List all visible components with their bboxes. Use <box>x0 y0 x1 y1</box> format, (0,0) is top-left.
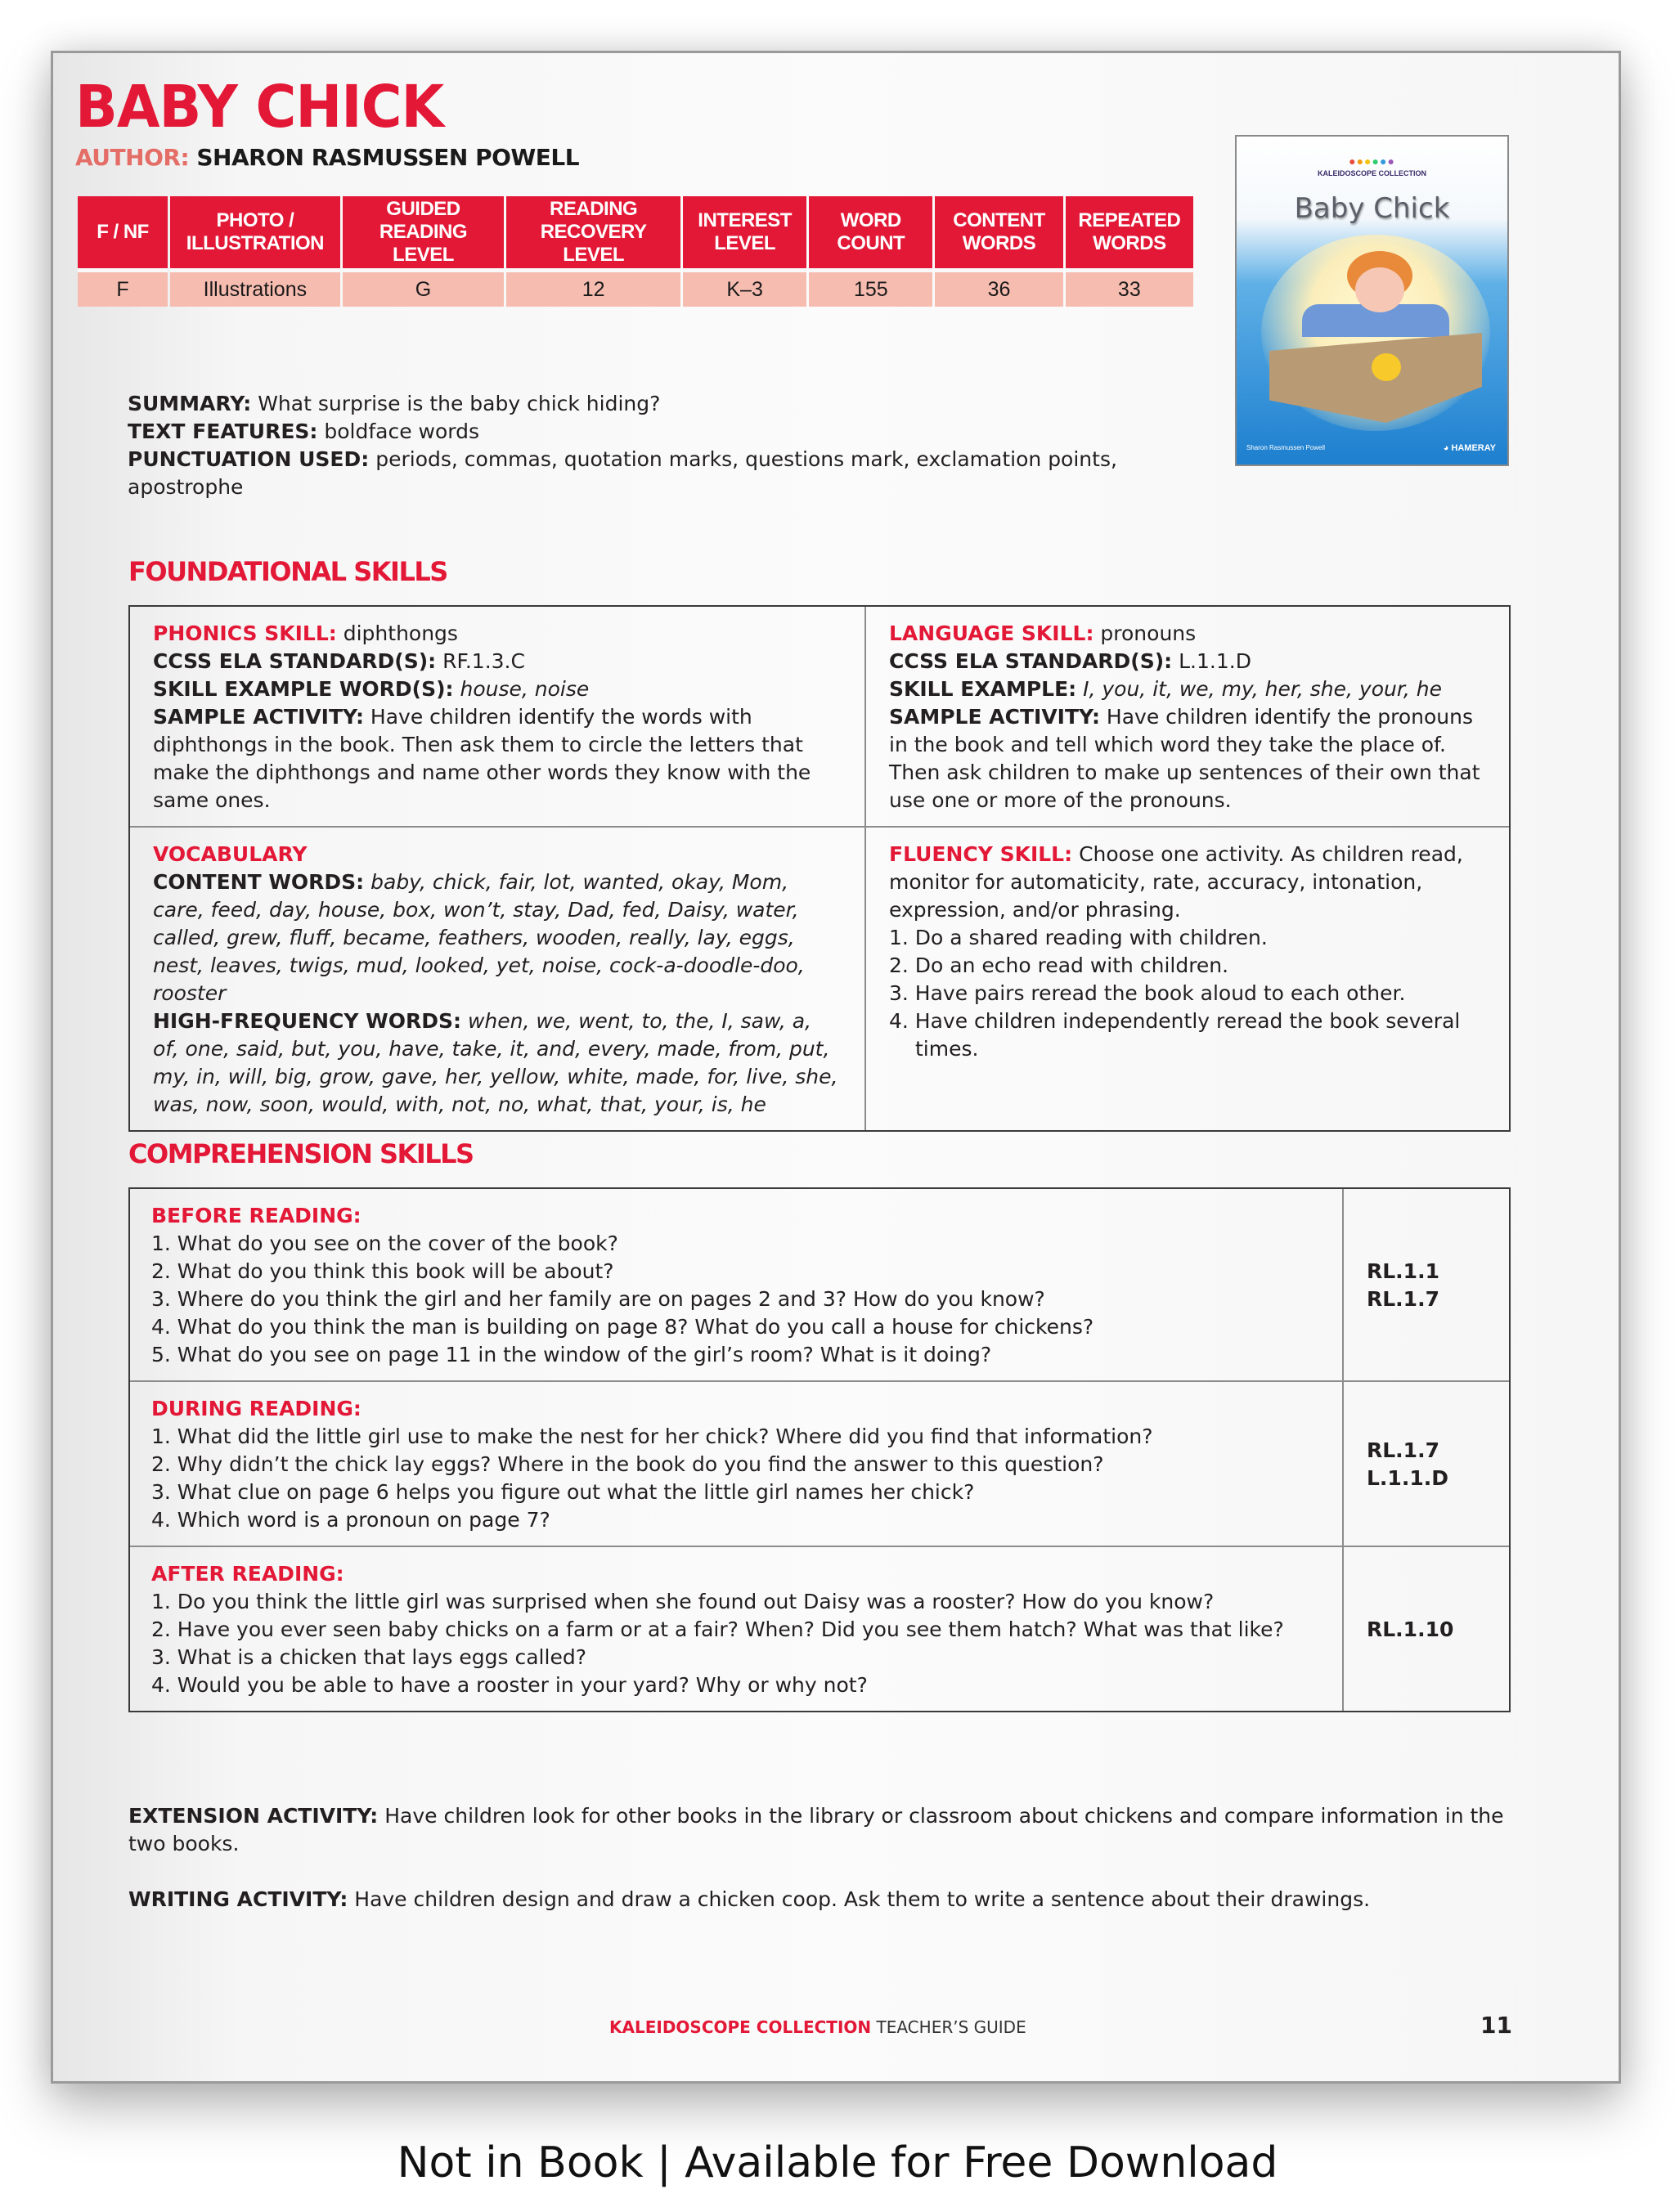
question-item: 2. Why didn’t the chick lay eggs? Where in the book do you find the answer to this question? <box>151 1452 1104 1476</box>
footer-brand: KALEIDOSCOPE COLLECTION <box>609 2017 872 2037</box>
foundational-row <box>130 826 1509 1130</box>
question-list <box>151 1230 1319 1369</box>
book-stats-table <box>75 196 1196 307</box>
fluency-item: 2. Do an echo read with children. <box>889 953 1229 977</box>
punctuation-line <box>128 446 1191 501</box>
publisher-bird-icon: ◕ <box>1443 443 1452 453</box>
extension-label: EXTENSION ACTIVITY: <box>128 1804 379 1828</box>
comprehension-skills-heading: COMPREHENSION SKILLS <box>128 1138 474 1169</box>
stats-header-cell: PHOTO / ILLUSTRATION <box>170 196 340 268</box>
foundational-skills-table <box>128 605 1511 1132</box>
phonics-example: house, noise <box>460 677 590 701</box>
extension-activity <box>128 1802 1511 1858</box>
page-footer <box>609 2017 1026 2037</box>
section-label: AFTER READING: <box>151 1562 344 1586</box>
section-label: BEFORE READING: <box>151 1204 361 1227</box>
content-words-label: CONTENT WORDS: <box>153 870 365 894</box>
stats-value-cell: F <box>78 268 168 307</box>
standards-cell <box>1342 1189 1509 1380</box>
question-item: 1. What do you see on the cover of the book? <box>151 1232 618 1255</box>
standard-code: RL.1.1 <box>1367 1259 1439 1283</box>
stats-header-row <box>78 196 1193 268</box>
stats-header-cell: WORD COUNT <box>809 196 932 268</box>
fluency-skill-label: FLUENCY SKILL: <box>889 842 1073 866</box>
text-features-label: TEXT FEATURES: <box>128 420 318 443</box>
standard-code: RL.1.7 <box>1367 1287 1439 1311</box>
high-frequency-words: when, we, went, to, the, I, saw, a, of, one, said, but, you, have, take, it, and, every, made, from, put, my, in, will, big, grow, gave, her, yellow, white, made, for, live, she, was, now, soon, would, with, not, no, what, that, your, is, he <box>153 1009 838 1116</box>
phonics-activity-label: SAMPLE ACTIVITY: <box>153 705 364 729</box>
fluency-cell <box>864 828 1509 1130</box>
phonics-activity: Have children identify the words with diphthongs in the book. Then ask them to circle the letters that make the diphthongs and name other words they know with the same ones. <box>153 705 811 812</box>
phonics-standard: RF.1.3.C <box>442 649 525 673</box>
questions-cell <box>130 1547 1342 1711</box>
book-cover-image <box>1235 135 1509 466</box>
stats-value-cell: 36 <box>935 268 1062 307</box>
chick-icon <box>1372 353 1401 381</box>
summary-line <box>128 390 1191 418</box>
page-number: 11 <box>1480 2012 1512 2039</box>
stats-value-cell: 33 <box>1066 268 1193 307</box>
extension-text: Have children look for other books in the library or classroom about chickens and compare information in the two books. <box>128 1804 1504 1855</box>
cover-illustration <box>1261 235 1490 431</box>
writing-label: WRITING ACTIVITY: <box>128 1887 348 1911</box>
summary-text: What surprise is the baby chick hiding? <box>258 392 661 415</box>
standard-code: RL.1.7 <box>1367 1438 1439 1462</box>
fluency-item: 1. Do a shared reading with children. <box>889 926 1268 949</box>
writing-text: Have children design and draw a chicken coop. Ask them to write a sentence about their drawings. <box>354 1887 1371 1911</box>
writing-activity <box>128 1886 1511 1914</box>
text-features-line <box>128 418 1191 446</box>
girl-face-shape <box>1355 267 1404 312</box>
stats-header-cell: REPEATED WORDS <box>1066 196 1193 268</box>
text-features-text: boldface words <box>324 420 480 443</box>
question-list <box>151 1423 1319 1534</box>
footer-guide: TEACHER’S GUIDE <box>876 2017 1026 2037</box>
phonics-skill: diphthongs <box>343 621 458 645</box>
stats-header-cell: READING RECOVERY LEVEL <box>506 196 680 268</box>
stats-value-cell: 155 <box>809 268 932 307</box>
phonics-standard-label: CCSS ELA STANDARD(S): <box>153 649 437 673</box>
question-item: 2. What do you think this book will be about? <box>151 1259 614 1283</box>
question-item: 3. Where do you think the girl and her family are on pages 2 and 3? How do you know? <box>151 1287 1045 1311</box>
author-name: SHARON RASMUSSEN POWELL <box>196 144 580 171</box>
phonics-skill-label: PHONICS SKILL: <box>153 621 337 645</box>
standards-cell <box>1342 1382 1509 1546</box>
stats-header-cell: F / NF <box>78 196 168 268</box>
fluency-item: 3. Have pairs reread the book aloud to each other. <box>889 981 1406 1005</box>
summary-label: SUMMARY: <box>128 392 252 415</box>
foundational-row <box>130 607 1509 826</box>
comprehension-row-after <box>130 1546 1509 1711</box>
series-logo <box>1237 155 1507 177</box>
phonics-cell <box>130 607 864 826</box>
language-example-label: SKILL EXAMPLE: <box>889 677 1077 701</box>
question-item: 4. Which word is a pronoun on page 7? <box>151 1508 550 1532</box>
language-cell <box>864 607 1509 826</box>
fluency-list <box>889 924 1486 1063</box>
stats-value-cell: Illustrations <box>170 268 340 307</box>
author-line <box>75 144 579 171</box>
vocabulary-heading: VOCABULARY <box>153 842 308 866</box>
questions-cell <box>130 1189 1342 1380</box>
stats-header-cell: GUIDED READING LEVEL <box>343 196 504 268</box>
language-activity: Have children identify the pronouns in the book and tell which word they take the place of. Then ask children to make up sentences of their own that use one or more of the pronouns. <box>889 705 1480 812</box>
stats-value-row <box>78 268 1193 307</box>
question-item: 3. What is a chicken that lays eggs called? <box>151 1645 586 1669</box>
high-frequency-words-label: HIGH-FREQUENCY WORDS: <box>153 1009 461 1033</box>
cover-title: Baby Chick <box>1294 192 1450 225</box>
stats-header-cell: CONTENT WORDS <box>935 196 1062 268</box>
cover-author: Sharon Rasmussen Powell <box>1246 444 1326 451</box>
vocabulary-cell <box>130 828 864 1130</box>
fluency-item: 4. Have children independently reread the book several times. <box>889 1009 1461 1061</box>
question-item: 1. What did the little girl use to make the nest for her chick? Where did you find that information? <box>151 1425 1153 1448</box>
punctuation-label: PUNCTUATION USED: <box>128 447 370 471</box>
foundational-skills-heading: FOUNDATIONAL SKILLS <box>128 556 447 587</box>
language-activity-label: SAMPLE ACTIVITY: <box>889 705 1100 729</box>
question-item: 5. What do you see on page 11 in the window of the girl’s room? What is it doing? <box>151 1343 992 1366</box>
question-item: 4. Would you be able to have a rooster in your yard? Why or why not? <box>151 1673 868 1697</box>
stats-value-cell: G <box>343 268 504 307</box>
standards-cell <box>1342 1547 1509 1711</box>
phonics-example-label: SKILL EXAMPLE WORD(S): <box>153 677 454 701</box>
stats-value-cell: K–3 <box>683 268 806 307</box>
question-item: 3. What clue on page 6 helps you figure out what the little girl names her chick? <box>151 1480 975 1504</box>
book-title: BABY CHICK <box>75 74 444 141</box>
question-item: 4. What do you think the man is building on page 8? What do you call a house for chickens? <box>151 1315 1094 1339</box>
question-item: 1. Do you think the little girl was surprised when she found out Daisy was a rooster? How do you know? <box>151 1590 1215 1613</box>
language-standard-label: CCSS ELA STANDARD(S): <box>889 649 1173 673</box>
book-meta <box>128 390 1191 501</box>
question-list <box>151 1588 1319 1699</box>
question-item: 2. Have you ever seen baby chicks on a farm or at a fair? When? Did you see them hatch? What was that like? <box>151 1617 1284 1641</box>
language-standard: L.1.1.D <box>1179 649 1251 673</box>
publisher-logo <box>1444 443 1496 453</box>
language-skill-label: LANGUAGE SKILL: <box>889 621 1094 645</box>
comprehension-row-before <box>130 1189 1509 1380</box>
comprehension-skills-table <box>128 1187 1511 1712</box>
punctuation-text: periods, commas, quotation marks, questions mark, exclamation points, apostrophe <box>128 447 1117 499</box>
language-skill: pronouns <box>1100 621 1197 645</box>
fluency-intro: Choose one activity. As children read, monitor for automaticity, rate, accuracy, intonation, expression, and/or phrasing. <box>889 842 1463 922</box>
publisher-name: HAMERAY <box>1451 443 1496 453</box>
author-label: AUTHOR: <box>75 144 190 171</box>
questions-cell <box>130 1382 1342 1546</box>
language-example: I, you, it, we, my, her, she, your, he <box>1083 677 1442 701</box>
box-shape <box>1269 333 1482 423</box>
stats-header-cell: INTEREST LEVEL <box>683 196 806 268</box>
content-words: baby, chick, fair, lot, wanted, okay, Mom, care, feed, day, house, box, won’t, stay, Dad, fed, Daisy, water, called, grew, fluff, became, feathers, wooden, really, lay, eggs, nest, leaves, twigs, mud, looked, yet, noise, cock-a-doodle-doo, rooster <box>153 870 805 1005</box>
stats-value-cell: 12 <box>506 268 680 307</box>
standard-code: L.1.1.D <box>1367 1466 1448 1490</box>
standard-code: RL.1.10 <box>1367 1617 1454 1641</box>
series-name: KALEIDOSCOPE COLLECTION <box>1317 169 1426 177</box>
section-label: DURING READING: <box>151 1397 361 1420</box>
kaleidoscope-logo-icon: ●●●●●● <box>1349 155 1395 168</box>
comprehension-row-during <box>130 1380 1509 1546</box>
download-caption: Not in Book | Available for Free Download <box>397 2138 1278 2187</box>
